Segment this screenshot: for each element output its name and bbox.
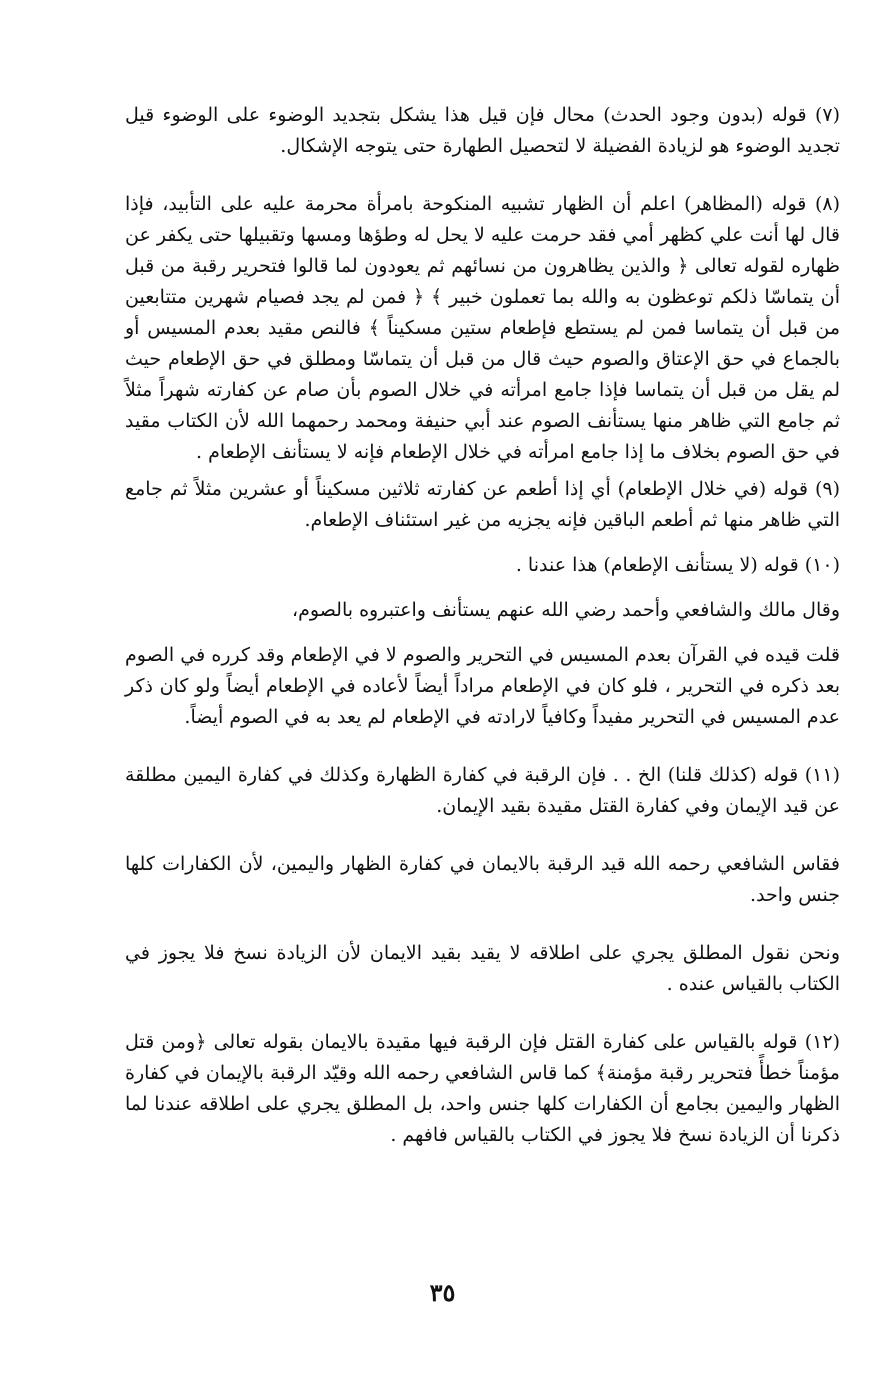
paragraph-shafii: فقاس الشافعي رحمه الله قيد الرقبة بالايمان في كفارة الظهار واليمين، لأن الكفارات كلها جنس واحد. [125, 853, 840, 906]
paragraph-opinion: وقال مالك والشافعي وأحمد رضي الله عنهم يستأنف واعتبروه بالصوم، [291, 599, 840, 621]
paragraph-note-11: (١١) قوله (كذلك قلنا) الخ . . فإن الرقبة في كفارة الظهارة وكذلك في كفارة اليمين مطلقة عن قيد الإيمان وفي كفارة القتل مقيدة بقيد الإيمان. [125, 764, 840, 817]
paragraph-note-10: (١٠) قوله (لا يستأنف الإطعام) هذا عندنا . [515, 554, 840, 576]
page-number: ٣٥ [429, 1278, 456, 1307]
paragraph-note-7: (٧) قوله (بدون وجود الحدث) محال فإن قيل هذا يشكل بتجديد الوضوء على الوضوء قيل تجديد الوضوء هو لزيادة الفضيلة لا لتحصيل الطهارة حتى يتوجه الإشكال. [125, 104, 840, 157]
page-body [125, 100, 840, 1151]
paragraph-response: قلت قيده في القرآن بعدم المسيس في التحرير والصوم لا في الإطعام وقد كرره في الصوم بعد ذكره في التحرير ، فلو كان في الإطعام مراداً أيضاً لأعاده في الإطعام أيضاً ولو كان ذكر عدم المسيس في التحرير مفيداً وكافياً لارادته في الإطعام لم يعد به في الصوم أيضاً. [125, 644, 840, 728]
paragraph-note-12: (١٢) قوله بالقياس على كفارة القتل فإن الرقبة فيها مقيدة بالايمان بقوله تعالى ﴿ومن قتل مؤمناً خطأً فتحرير رقبة مؤمنة﴾ كما قاس الشافعي رحمه الله وقيّد الرقبة بالإيمان في كفارة الظهار واليمين بجامع أن الكفارات كلها جنس واحد، بل المطلق يجري على اطلاقه عندنا لما ذكرنا أن الزيادة نسخ فلا يجوز في الكتاب بالقياس فافهم . [125, 1031, 840, 1146]
paragraph-note-8: (٨) قوله (المظاهر) اعلم أن الظهار تشبيه المنكوحة بامرأة محرمة عليه على التأبيد، فإذا قال لها أنت علي كظهر أمي فقد حرمت عليه لا يحل له وطؤها ومسها وتقبيلها حتى يكفر عن ظهاره لقوله تعالى ﴿ والذين يظاهرون من نسائهم ثم يعودون لما قالوا فتحرير رقبة من قبل أن يتماسّا ذلكم توعظون به والله بما تعملون خبير ﴾ ﴿ فمن لم يجد فصيام شهرين متتابعين من قبل أن يتماسا فمن لم يستطع فإطعام ستين مسكيناً ﴾ فالنص مقيد بعدم المسيس أو بالجماع في حق الإعتاق والصوم حيث قال من قبل أن يتماسّا ومطلق في حق الإطعام حيث لم يقل من قبل أن يتماسا فإذا جامع امرأته في خلال الصوم بأن صام عن كفارته شهراً مثلاً ثم جامع التي ظاهر منها يستأنف الصوم عند أبي حنيفة ومحمد رحمهما الله لأن الكتاب مقيد في حق الصوم بخلاف ما إذا جامع امرأته في خلال الإطعام فإنه لا يستأنف الإطعام . [125, 193, 840, 463]
paragraph-note-9: (٩) قوله (في خلال الإطعام) أي إذا أطعم عن كفارته ثلاثين مسكيناً أو عشرين مثلاً ثم جامع التي ظاهر منها ثم أطعم الباقين فإنه يجزيه من غير استئناف الإطعام. [125, 478, 840, 531]
paragraph-our-view: ونحن نقول المطلق يجري على اطلاقه لا يقيد بقيد الايمان لأن الزيادة نسخ فلا يجوز في الكتاب بالقياس عنده . [125, 942, 840, 995]
